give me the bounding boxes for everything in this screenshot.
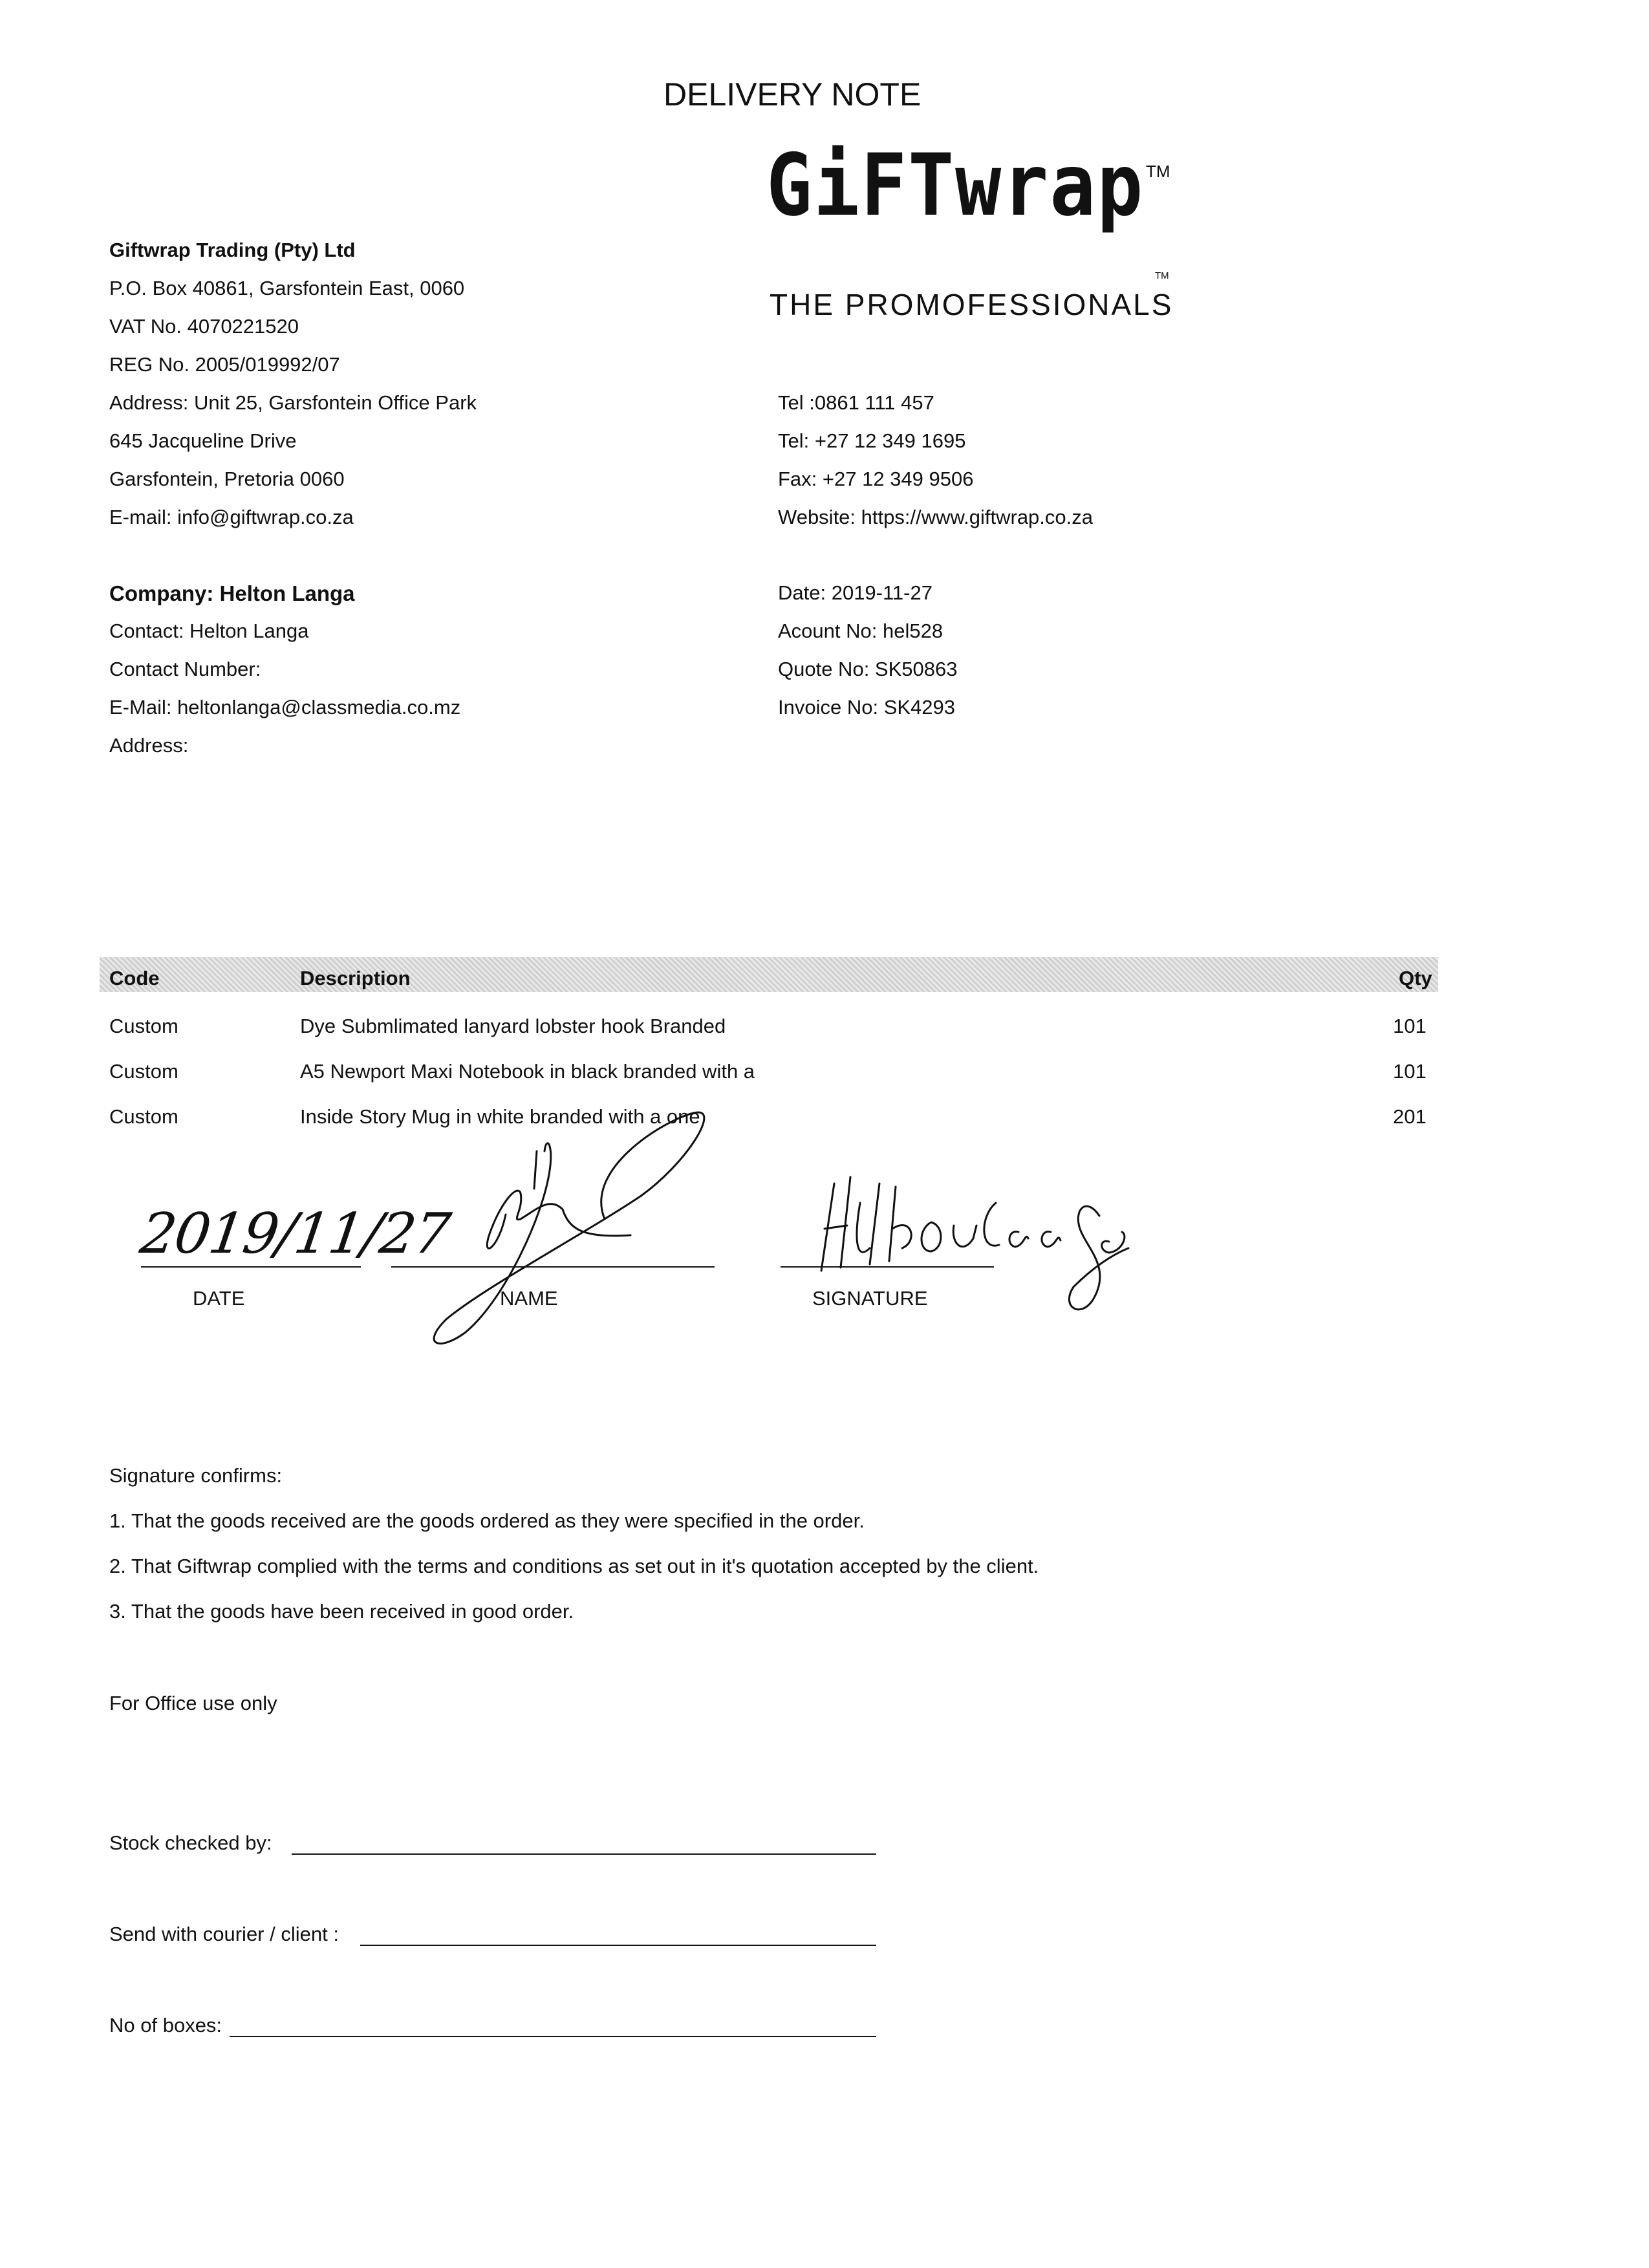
header-code: Code: [109, 967, 160, 989]
confirmation-heading: Signature confirms:: [109, 1464, 283, 1487]
customer-address: Address:: [109, 734, 189, 757]
row-code: Custom: [109, 1105, 178, 1128]
customer-contact: Contact: Helton Langa: [109, 620, 309, 642]
row-description: Inside Story Mug in white branded with a one: [300, 1105, 700, 1128]
giftwrap-logo: GiFTwrap: [766, 135, 1145, 235]
header-qty: Qty: [1399, 967, 1432, 989]
company-reg: REG No. 2005/019992/07: [109, 353, 340, 376]
invoice-number: Invoice No: SK4293: [778, 696, 956, 718]
company-address-line1: Address: Unit 25, Garsfontein Office Park: [109, 391, 477, 414]
logo-tagline: THE PROMOFESSIONALS: [770, 288, 1174, 321]
row-qty: 101: [1393, 1015, 1427, 1037]
stock-checked-label: Stock checked by:: [109, 1831, 272, 1854]
row-qty: 101: [1393, 1060, 1427, 1083]
row-code: Custom: [109, 1060, 178, 1083]
company-email: E-mail: info@giftwrap.co.za: [109, 506, 354, 528]
handwritten-date: 2019/11/27: [136, 1202, 453, 1266]
confirmation-item: 1. That the goods received are the goods ordered as they were specified in the order.: [109, 1509, 865, 1532]
company-address-line3: Garsfontein, Pretoria 0060: [109, 468, 345, 490]
company-po-box: P.O. Box 40861, Garsfontein East, 0060: [109, 277, 465, 299]
tel-1: Tel :0861 111 457: [778, 391, 934, 414]
name-label: NAME: [500, 1287, 558, 1310]
fax: Fax: +27 12 349 9506: [778, 468, 974, 490]
tagline-trademark: TM: [1155, 270, 1169, 281]
boxes-label: No of boxes:: [109, 2014, 222, 2036]
account-number: Acount No: hel528: [778, 620, 943, 642]
stock-checked-field[interactable]: [292, 1853, 876, 1855]
document-title: DELIVERY NOTE: [663, 76, 921, 113]
row-qty: 201: [1393, 1105, 1427, 1128]
customer-company: Company: Helton Langa: [109, 581, 355, 605]
company-address-line2: 645 Jacqueline Drive: [109, 429, 297, 452]
row-description: A5 Newport Maxi Notebook in black branded with a: [300, 1060, 755, 1083]
header-description: Description: [300, 967, 411, 989]
logo-trademark: TM: [1146, 162, 1170, 181]
website: Website: https://www.giftwrap.co.za: [778, 506, 1094, 528]
company-vat: VAT No. 4070221520: [109, 315, 299, 338]
customer-email: E-Mail: heltonlanga@classmedia.co.mz: [109, 696, 461, 718]
quote-number: Quote No: SK50863: [778, 658, 958, 680]
document-date: Date: 2019-11-27: [778, 581, 932, 604]
company-name: Giftwrap Trading (Pty) Ltd: [109, 239, 356, 261]
boxes-field[interactable]: [230, 2036, 876, 2037]
row-code: Custom: [109, 1015, 178, 1037]
send-with-field[interactable]: [360, 1945, 876, 1946]
confirmation-item: 3. That the goods have been received in good order.: [109, 1600, 574, 1623]
send-with-label: Send with courier / client :: [109, 1923, 339, 1945]
date-label: DATE: [193, 1287, 245, 1310]
row-description: Dye Submlimated lanyard lobster hook Branded: [300, 1015, 726, 1037]
tel-2: Tel: +27 12 349 1695: [778, 429, 966, 452]
office-use-heading: For Office use only: [109, 1692, 277, 1714]
customer-contact-number: Contact Number:: [109, 658, 261, 680]
signature-label: SIGNATURE: [812, 1287, 928, 1310]
confirmation-item: 2. That Giftwrap complied with the terms and conditions as set out in it's quotation accepted by the client.: [109, 1555, 1039, 1577]
